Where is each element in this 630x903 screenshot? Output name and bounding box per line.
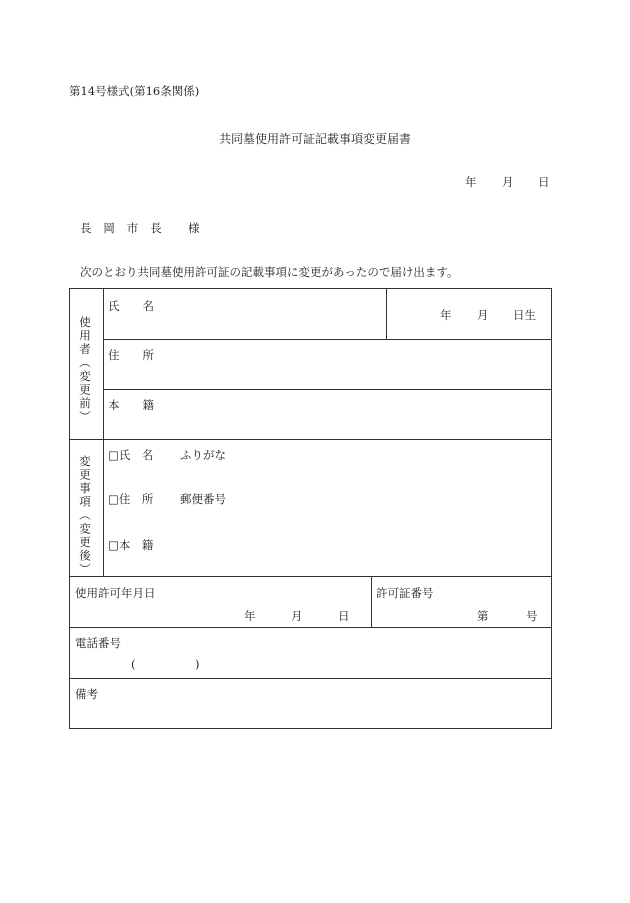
name-label: 氏 名 — [108, 299, 154, 313]
addressee-city: 長 岡 市 長 — [80, 221, 162, 235]
change-name-checkbox-label[interactable]: □氏 名 — [108, 448, 154, 462]
changes-after-label: 変更事項（変更後） — [78, 455, 92, 577]
remarks-label: 備考 — [75, 687, 98, 701]
change-notification-form — [69, 288, 552, 729]
user-before-change-label: 使用者（変更前） — [78, 316, 92, 424]
change-domicile-checkbox-label[interactable]: □本 籍 — [108, 538, 154, 552]
document-title: 共同墓使用許可証記載事項変更届書 — [218, 132, 411, 146]
permit-date-label: 使用許可年月日 — [75, 586, 156, 600]
domicile-label: 本 籍 — [108, 398, 154, 412]
phone-label: 電話番号 — [75, 636, 121, 650]
permit-date-month-label: 月 — [291, 609, 303, 623]
phone-close-paren: ) — [195, 657, 200, 671]
change-address-checkbox-label[interactable]: □住 所 — [108, 492, 154, 506]
postal-code-label: 郵便番号 — [180, 492, 226, 506]
permit-number-prefix: 第 — [477, 609, 489, 623]
form-number: 第14号様式(第16条関係) — [69, 84, 200, 98]
birth-year-label: 年 — [440, 308, 452, 322]
date-month-label: 月 — [502, 175, 514, 189]
permit-date-year-label: 年 — [244, 609, 256, 623]
date-day-label: 日 — [538, 175, 550, 189]
permit-number-suffix: 号 — [526, 609, 538, 623]
statement: 次のとおり共同墓使用許可証の記載事項に変更があったので届け出ます。 — [80, 265, 459, 279]
birth-day-label: 日生 — [513, 308, 536, 322]
furigana-label: ふりがな — [180, 448, 226, 462]
date-year-label: 年 — [465, 175, 477, 189]
phone-open-paren: ( — [131, 657, 136, 671]
birth-month-label: 月 — [477, 308, 489, 322]
permit-number-label: 許可証番号 — [376, 586, 434, 600]
addressee-honorific: 様 — [188, 221, 200, 235]
permit-date-day-label: 日 — [338, 609, 350, 623]
address-label: 住 所 — [108, 348, 154, 362]
